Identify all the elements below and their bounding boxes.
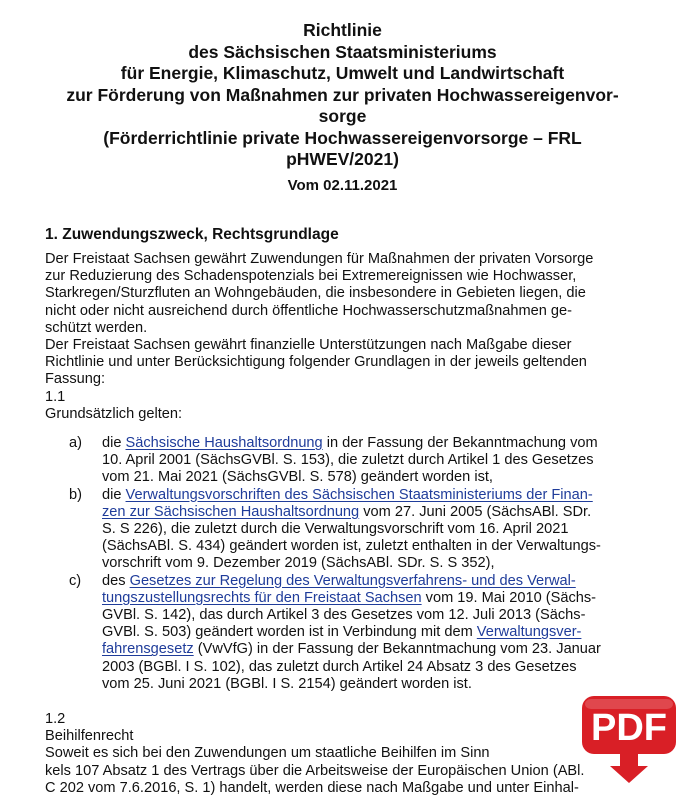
text-fragment: des <box>102 572 130 589</box>
text-line <box>102 487 601 504</box>
title-line: pHWEV/2021) <box>286 149 399 169</box>
title-line: zur Förderung von Maßnahmen zur privaten Hochwassereigenvor- <box>66 84 619 105</box>
text-line: Richtlinie und unter Berücksichtigung folgender Grundlagen in der jeweils geltenden <box>45 354 587 371</box>
text-line <box>102 504 601 521</box>
subsection-intro: Grundsätzlich gelten: <box>45 405 183 422</box>
text-fragment: vom 19. Mai 2010 (Sächs- <box>421 589 597 606</box>
list-marker: a) <box>69 435 82 451</box>
text-line: C 202 vom 7.6.2016, S. 1) handelt, werden diese nach Maßgabe und unter Einhal- <box>45 779 579 796</box>
text-fragment: die <box>102 486 126 503</box>
pdf-badge-label: PDF <box>591 707 667 749</box>
text-line <box>102 573 601 590</box>
text-line <box>102 641 601 658</box>
document-date: Vom 02.11.2021 <box>287 177 398 194</box>
text-fragment: GVBl. S. 503) geändert worden ist in Verbindung mit dem <box>102 624 477 641</box>
verwaltungsverfahrensgesetz-sachsen-link[interactable]: Gesetzes zur Regelung des Verwaltungsverfahrens- und des Verwal- <box>129 572 576 589</box>
subsection-title: Beihilfenrecht <box>45 728 134 745</box>
text-line <box>102 435 601 452</box>
subsection-number: 1.2 <box>45 711 66 727</box>
text-line: kels 107 Absatz 1 des Vertrags über die Arbeitsweise der Europäischen Union (ABl. <box>45 762 585 779</box>
text-fragment: (VwVfG) in der Fassung der Bekanntmachung vom 23. Januar <box>193 641 601 658</box>
title-line: für Energie, Klimaschutz, Umwelt und Landwirtschaft <box>120 63 565 83</box>
title-line: sorge <box>318 106 367 126</box>
text-line: zur Reduzierung des Schadenspotenzials bei Extremereignissen wie Hochwasser, <box>45 268 577 285</box>
text-line: vorschrift vom 9. Dezember 2019 (SächsABl. SDr. S. S 352), <box>102 555 495 572</box>
title-line: (Förderrichtlinie private Hochwassereigenvorsorge – FRL <box>103 127 582 148</box>
text-line: Der Freistaat Sachsen gewährt finanzielle Unterstützungen nach Maßgabe dieser <box>45 337 572 354</box>
list-marker: c) <box>69 572 82 589</box>
list-item <box>45 487 601 573</box>
text-line: schützt werden. <box>45 319 148 336</box>
title-line: Richtlinie <box>303 20 382 40</box>
text-line: (SächsABl. S. 434) geändert worden ist, zuletzt enthalten in der Verwaltungs- <box>102 538 601 555</box>
pdf-download-icon[interactable] <box>580 690 678 785</box>
text-line: vom 21. Mai 2021 (SächsGVBl. S. 578) geändert worden ist, <box>102 469 493 486</box>
haushaltsordnung-link[interactable]: Sächsische Haushaltsordnung <box>125 435 323 451</box>
intro-paragraph <box>45 251 593 423</box>
title-line: des Sächsischen Staatsministeriums <box>188 41 497 62</box>
text-line: 10. April 2001 (SächsGVBl. S. 153), die zuletzt durch Artikel 1 des Gesetzes <box>102 452 594 469</box>
text-line: nicht oder nicht ausreichend durch öffentliche Hochwasserschutzmaßnahmen ge- <box>45 302 573 319</box>
text-line: Fassung: <box>45 371 106 388</box>
verwaltungsvorschriften-link[interactable]: Verwaltungsvorschriften des Sächsischen Staatsministeriums der Finan- <box>125 486 593 503</box>
legal-basis-list <box>45 435 601 693</box>
list-item <box>45 573 601 693</box>
list-item <box>45 435 601 487</box>
vwvfg-link[interactable]: Verwaltungsver- <box>476 624 582 641</box>
verwaltungsverfahrensgesetz-sachsen-link-cont[interactable]: tungszustellungsrechts für den Freistaat Sachsen <box>102 589 422 606</box>
verwaltungsvorschriften-link-cont[interactable]: zen zur Sächsischen Haushaltsordnung <box>102 503 360 520</box>
text-line: 2003 (BGBl. I S. 102), das zuletzt durch Artikel 24 Absatz 3 des Gesetzes <box>102 658 577 675</box>
list-marker: b) <box>69 486 82 503</box>
text-line: S. S 226), die zuletzt durch die Verwaltungsvorschrift vom 16. April 2021 <box>102 521 569 538</box>
text-line <box>102 624 601 641</box>
text-fragment: vom 27. Juni 2005 (SächsABl. SDr. <box>359 503 592 520</box>
vwvfg-link-cont[interactable]: fahrensgesetz <box>102 641 194 658</box>
text-line: vom 25. Juni 2021 (BGBl. I S. 2154) geändert worden ist. <box>102 675 472 692</box>
text-fragment: die <box>102 435 126 451</box>
subsection-number: 1.1 <box>45 388 66 405</box>
text-fragment: in der Fassung der Bekanntmachung vom <box>322 435 598 451</box>
text-line <box>102 590 601 607</box>
text-line: Starkregen/Sturzfluten an Wohngebäuden, die insbesondere in Gebieten liegen, die <box>45 285 586 302</box>
section-heading: 1. Zuwendungszweck, Rechtsgrundlage <box>45 226 339 243</box>
text-line: Der Freistaat Sachsen gewährt Zuwendungen für Maßnahmen der privaten Vorsorge <box>45 251 594 267</box>
subsection-beihilfen <box>45 711 584 797</box>
text-line: GVBl. S. 142), das durch Artikel 3 des Gesetzes vom 12. Juli 2013 (Sächs- <box>102 607 586 624</box>
document-title <box>30 20 655 171</box>
text-line: Soweit es sich bei den Zuwendungen um staatliche Beihilfen im Sinn <box>45 745 490 762</box>
